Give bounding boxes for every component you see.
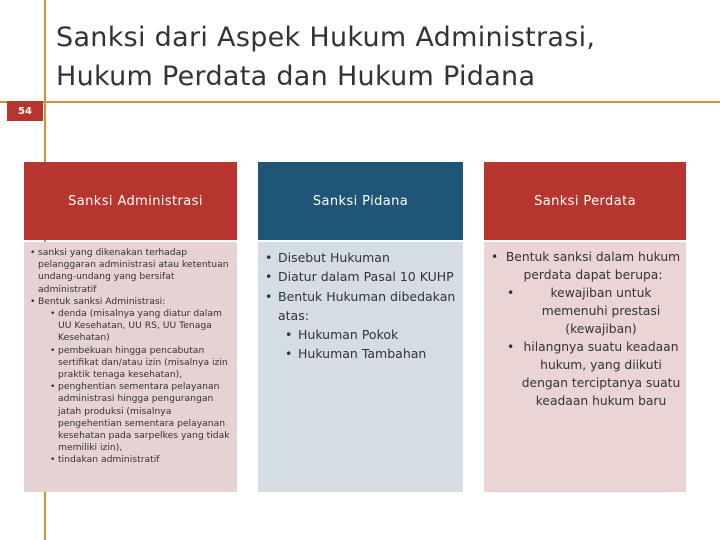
list-item: • Diatur dalam Pasal 10 KUHP [262, 267, 457, 286]
column-body [484, 242, 686, 492]
list-item [28, 247, 231, 296]
list-item-text: Bentuk sanksi Administrasi: [38, 295, 166, 307]
list-item [262, 287, 457, 364]
list-item-text: Bentuk Hukuman dibedakan atas: [278, 288, 456, 323]
list-item [488, 248, 682, 410]
column-header: Sanksi Pidana [258, 162, 463, 240]
column-sanksi-perdata [484, 162, 686, 408]
slide-title [56, 18, 696, 96]
sub-list-item: • kewajiban untuk memenuhi prestasi (kewajiban) [504, 284, 682, 338]
list-item: • Disebut Hukuman [262, 248, 457, 267]
column-body [258, 242, 463, 492]
sub-list-item: • tindakan administratif [48, 454, 231, 466]
column-header: Sanksi Administrasi [24, 162, 237, 240]
sub-list-item: • penghentian sementara pelayanan administrasi hingga pengurangan jatah produksi (misalnya pengehentian sementara pelayanan kesehatan pada sarpelkes yang tidak memiliki izin), [48, 381, 231, 454]
list-item [28, 296, 231, 467]
sub-list-item: • hilangnya suatu keadaan hukum, yang diikuti dengan terciptanya suatu keadaan hukum baru [504, 338, 682, 410]
title-line-1: Sanksi dari Aspek Hukum Administrasi, [56, 22, 596, 53]
sub-list-item: • denda (misalnya yang diatur dalam UU Kesehatan, UU RS, UU Tenaga Kesehatan) [48, 308, 231, 345]
slide-number: 54 [7, 101, 43, 121]
list-item-text: sanksi yang dikenakan terhadap pelanggaran administrasi atau ketentuan undang-undang yang bersifat administratif [38, 247, 229, 295]
list-item-text: Bentuk sanksi dalam hukum perdata dapat berupa: [505, 250, 681, 282]
horizontal-accent-line [0, 101, 720, 103]
title-line-2: Hukum Perdata dan Hukum Pidana [56, 61, 536, 92]
sub-list-item: • Hukuman Pokok [282, 325, 457, 344]
sub-list-item: • pembekuan hingga pencabutan sertifikat dan/atau izin (misalnya izin praktik tenaga kesehatan), [48, 345, 231, 382]
column-sanksi-pidana [258, 162, 463, 362]
sub-list-item: • Hukuman Tambahan [282, 344, 457, 363]
column-sanksi-administrasi [24, 162, 237, 466]
column-header: Sanksi Perdata [484, 162, 686, 240]
column-body [24, 242, 237, 492]
